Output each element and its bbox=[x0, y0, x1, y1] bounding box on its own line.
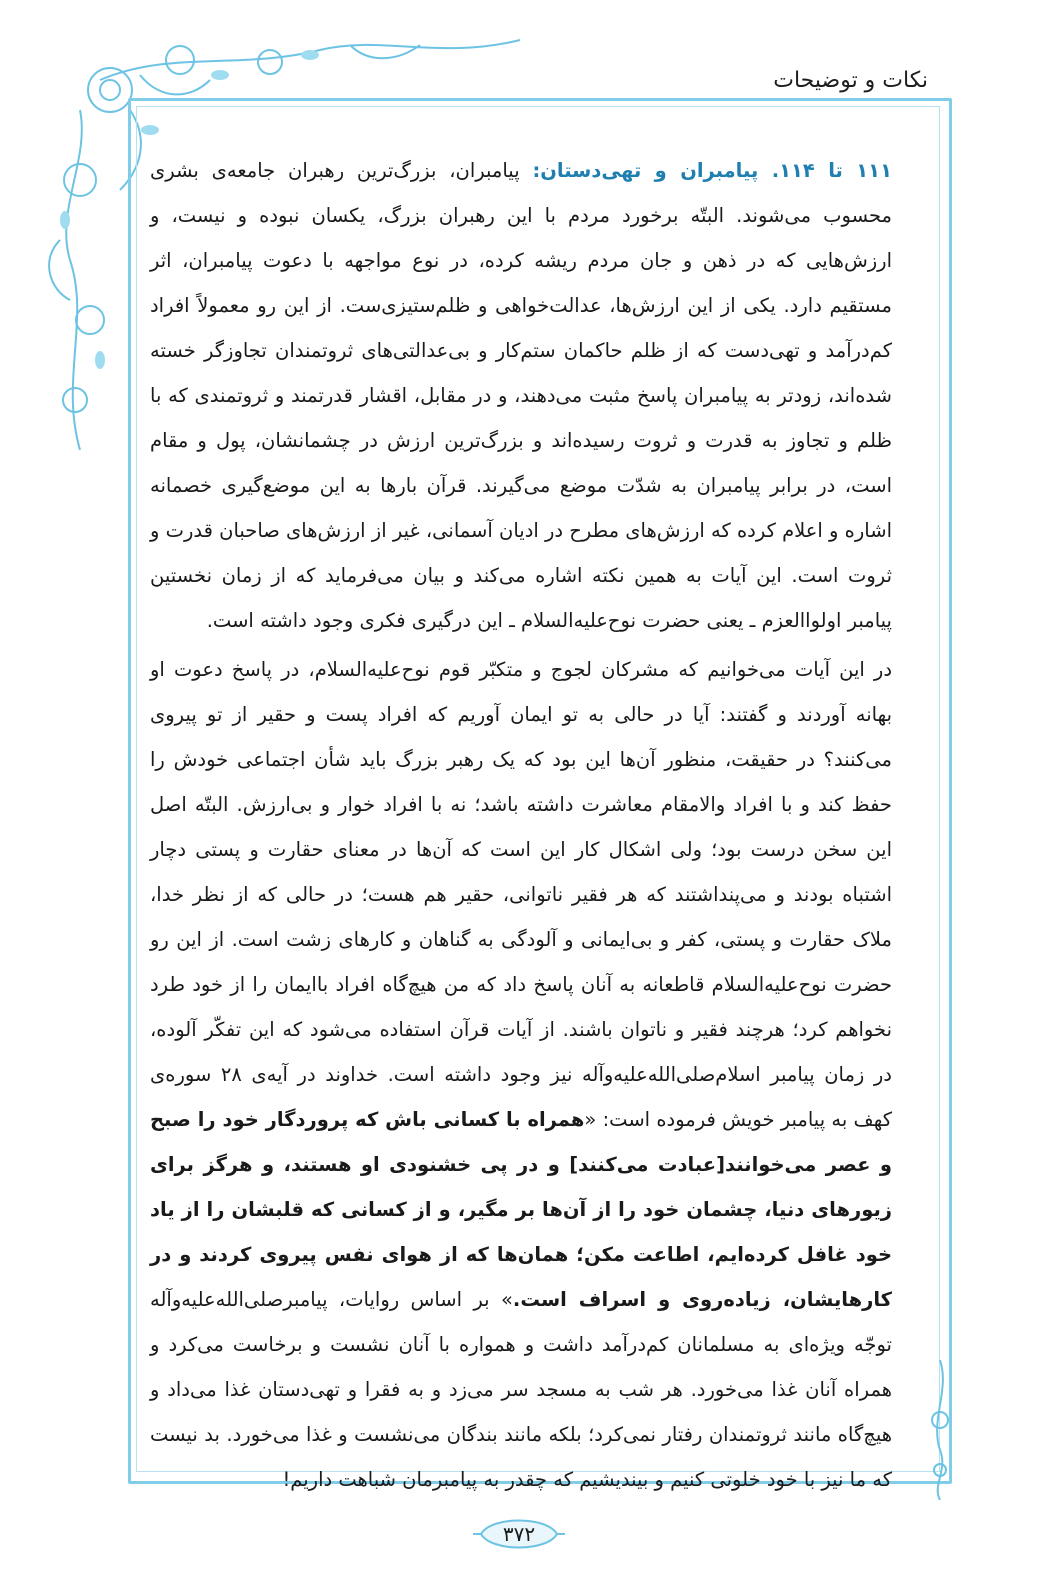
paragraph-2-text: در این آیات می‌خوانیم که مشرکان لجوج و متکبّر قوم نوح‌علیه‌السلام، در پاسخ دعوت او بهانه آوردند و گفتند: آیا در حالی به تو ایمان آوریم که افراد پست و حقیر از تو پیروی می‌کنند؟ در حقیقت، منظور آن‌ها این بود که یک رهبر بزرگ باید شأن اجتماعی خودش را حفظ کند و با افراد والامقام معاشرت داشته باشد؛ نه با افراد خوار و بی‌ارزش. البتّه اصل این سخن درست بود؛ ولی اشکال کار این است که آن‌ها در معنای حقارت و پستی دچار اشتباه بودند و می‌پنداشتند که هر فقیر ناتوانی، حقیر هم هست؛ در حالی که از نظر خدا، ملاک حقارت و پستی، کفر و بی‌ایمانی و آلودگی به گناهان و کارهای زشت است. از این رو حضرت نوح‌علیه‌السلام قاطعانه به آنان پاسخ داد که من هیچ‌گاه افراد باایمان را از خود طرد نخواهم کرد؛ هرچند فقیر و ناتوان باشند. از آیات قرآن استفاده می‌شود که این تفکّر آلوده، در زمان پیامبر اسلام‌صلی‌الله‌علیه‌وآله نیز وجود داشته است. خداوند در آیه‌ی ۲۸ سوره‌ی کهف به پیامبر خویش فرموده است: « bbox=[150, 658, 892, 1131]
paragraph-1 bbox=[150, 148, 892, 643]
main-text bbox=[150, 148, 892, 1506]
side-ornament bbox=[920, 1360, 960, 1500]
page-number-text: ۳۷۲ bbox=[502, 1522, 536, 1546]
paragraph-2 bbox=[150, 647, 892, 1502]
paragraph-2-tail: » بر اساس روایات، پیامبر‌صلی‌الله‌علیه‌وآله توجّه ویژه‌ای به مسلمانان کم‌درآمد داشت و همواره با آنان نشست و برخاست می‌کرد و همراه آنان غذا می‌خورد. هر شب به مسجد سر می‌زد و به فقرا و تهی‌دستان غذا می‌داد و هیچ‌گاه مانند ثروتمندان رفتار نمی‌کرد؛ بلکه مانند بندگان می‌نشست و غذا می‌خورد. بد نیست که ما نیز با خود خلوتی کنیم و بیندیشیم که چقدر به پیامبرمان شباهت داریم! bbox=[150, 1288, 892, 1491]
verse-range-heading: ۱۱۱ تا ۱۱۴. پیامبران و تهی‌دستان: bbox=[532, 159, 892, 182]
section-title: نکات و توضیحات bbox=[773, 68, 928, 93]
quran-quote: همراه با کسانی باش که پروردگار خود را صبح و عصر می‌خوانند[عبادت می‌کنند] و در پی خشنودی او هستند، و هرگز برای زیورهای دنیا، چشمان خود را از آن‌ها بر مگیر، و از کسانی که قلبشان را از یاد خود غافل کرده‌ایم، اطاعت مکن؛ همان‌ها که از هوای نفس پیروی کردند و در کارهایشان، زیاده‌روی و اسراف است. bbox=[150, 1108, 892, 1311]
page-number bbox=[471, 1512, 567, 1556]
paragraph-1-text: پیامبران، بزرگ‌ترین رهبران جامعه‌ی بشری محسوب می‌شوند. البتّه برخورد مردم با این رهبران بزرگ، یکسان نبوده و نیست، و ارزش‌هایی که در ذهن و جان مردم ریشه کرده، در نوع مواجهه با دعوت پیامبران، اثر مستقیم دارد. یکی از این ارزش‌ها، عدالت‌خواهی و ظلم‌ستیزی‌ست. از این رو معمولاً افراد کم‌درآمد و تهی‌دست که از ظلم حاکمان ستم‌کار و بی‌عدالتی‌های ثروتمندان تجاوزگر خسته شده‌اند، زودتر به پیامبران پاسخ مثبت می‌دهند، و در مقابل، اقشار قدرتمند و ثروتمندی که با ظلم و تجاوز به قدرت و ثروت رسیده‌اند و بزرگ‌ترین ارزش در چشمانشان، پول و مقام است، در برابر پیامبران به شدّت موضع می‌گیرند. قرآن بارها به این موضع‌گیری خصمانه اشاره و اعلام کرده که ارزش‌های مطرح در ادیان آسمانی، غیر از ارزش‌های صاحبان قدرت و ثروت است. این آیات به همین نکته اشاره می‌کند و بیان می‌فرماید که از زمان نخستین پیامبر اولواالعزم ـ یعنی حضرت نوح‌علیه‌السلام ـ این درگیری فکری وجود داشته است. bbox=[150, 159, 892, 632]
